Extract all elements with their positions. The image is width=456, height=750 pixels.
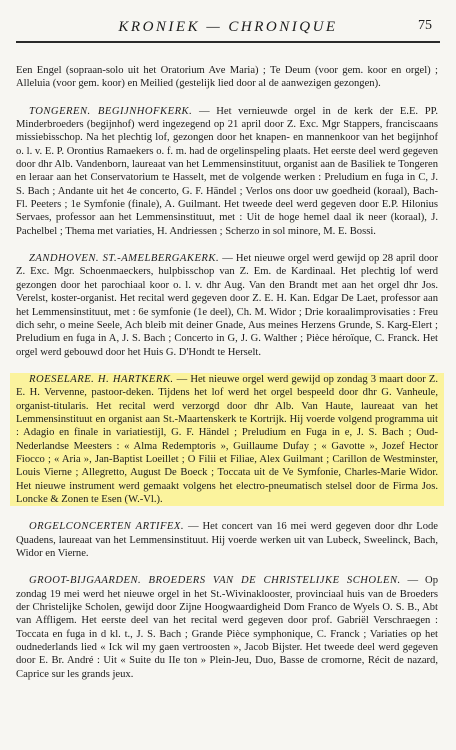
section-tongeren [16, 105, 438, 238]
section-title: ORGELCONCERTEN ARTIFEX. [29, 521, 185, 533]
page-header [0, 0, 456, 50]
section-text: Een Engel (sopraan-solo uit het Oratorium Ave Maria) ; Te Deum (voor gem. koor en orgel) ; Alleluia (voor gem. koor) en Meilied (gestelijk lied door al de aanwezigen gezongen). [16, 65, 438, 90]
section-text: — Het nieuwe orgel werd gewijd op 28 april door Z. Exc. Mgr. Schoenmaeckers, hulpbisschop van Z. Em. de Kardinaal. Het plechtig lof werd gezongen door het parochiaal koor o. l. v. dhr Aug. Van den Brandt met aan het orgel dhr Jos. Verelst, koster-organist. Het recital werd gegeven door Z. E. H. Kan. Edgar De Laet, professor aan het Lemmensinstituut, met : 6e symfonie (1e deel), Ch. M. Widor ; Drie koraalimprovisaties : Freu dich sehr, o meine Seele, Ach bleib mit deiner Gnade, Aus meines Herzens Grunde, S. Karg-Elert ; Preludium en fuga in A, J. S. Bach ; Concerto in G, J. G. Walther ; Pièce héroïque, C. Franck. Het orgel werd gebouwd door het Huis G. D'Hondt te Herselt. [16, 253, 438, 358]
section-title: GROOT-BIJGAARDEN. BROEDERS VAN DE CHRISTELIJKE SCHOLEN. [29, 575, 401, 587]
section-artifex [16, 520, 438, 560]
section-title: ROESELARE. H. HARTKERK. [29, 373, 174, 385]
page-number: 75 [418, 18, 432, 33]
running-title: KRONIEK — CHRONIQUE [118, 19, 338, 35]
section-title: ZANDHOVEN. ST.-AMELBERGAKERK. [29, 253, 220, 265]
section-zandhoven [16, 252, 438, 359]
article-body [16, 64, 438, 695]
section-groot-bijgaarden [16, 574, 438, 681]
section-text: — Het vernieuwde orgel in de kerk der E.E. PP. Minderbroeders (begijnhof) werd ingezegend op 21 april door Z. Exc. Mgr Stappers, franciscaans missiebisschop. Na het plechtig lof, gezongen door het knapen- en mannenkoor van het begijnhof o. l. v. E. P. Orontius Ramaekers o. f. m. had de orgelinspeling plaats. Het eerste deel werd gegeven door dhr Alb. Vandenborn, laureaat van het Lemmensinstituut, organist aan de Basiliek te Tongeren en leraar aan het Conservatorium te Hasselt, met de volgende werken : Preludium en fuga in C, J. S. Bach ; Andante uit het 4e concerto, G. F. Händel ; Verlos ons door uw goedheid (koraal), Bach-Fl. Peeters ; 1e Symfonie (finale), A. Guilmant. Het tweede deel werd gegeven door E.P. Hilonius Servaes, professor aan het Lemmensinstituut, met : Uit de hoge hemel daal ik neer (koraal), J. Pachelbel ; Thema met variaties, H. Andriessen ; Scherzo in sol minore, M. E. Bossi. [16, 105, 438, 237]
section-text: — Op zondag 19 mei werd het nieuwe orgel in het St.-Wivinaklooster, provinciaal huis van de Broeders der Christelijke Scholen, gewijd door Zijne Hoogwaardigheid Dom Franco de Wyels O. S. B., Abt van Affligem. Het eerste deel van het recital werd gegeven door prof. Gabriël Verschraegen : Toccata en fuga in d kl. t., J. S. Bach ; Grande Pièce symphonique, C. Franck ; Variaties op het oudnederlands lied « Ick wil my gaen vertroosten », Jacob Bijster. Het tweede deel werd gegeven door E. Br. André : Uit « Suite du IIe ton » Plein-Jeu, Duo, Basse de cromorne, Récit de nazard, Caprice sur les grands jeux. [16, 575, 438, 680]
section-text: — Het nieuwe orgel werd gewijd op zondag 3 maart door Z. E. H. Vervenne, pastoor-deken. Tijdens het lof werd het orgel bespeeld door dhr G. Vanheule, organist-titularis. Het recital werd verzorgd door dhr Alb. Van Haute, laureaat van het Lemmensinstituut en organist aan St.-Maartenskerk te Kortrijk. Hij voerde volgend programma uit : Adagio en finale in variatiestijl, G. F. Händel ; Preludium en Fuga in e, J. S. Bach ; Oud-Nederlandse Meesters : « Alma Redemptoris », Guillaume Dufay ; « Gavotte », Jozef Hector Fiocco ; « Aria », Jan-Baptist Loeillet ; O Filii et Filiae, Alex Guilmant ; Carillon de Westminster, Louis Vierne ; Allegretto, August De Boeck ; Toccata uit de Ve Symfonie, Charles-Marie Widor. Het nieuwe instrument werd gemaakt volgens het electro-pneumatisch stelsel door de Firma Jos. Loncke & Zonen te Esen (W.-Vl.). [16, 373, 438, 505]
section-intro [16, 64, 438, 91]
section-text: — Het concert van 16 mei werd gegeven door dhr Lode Quadens, laureaat van het Lemmensinstituut. Hij voerde werken uit van Lubeck, Sweelinck, Bach, Widor en Vierne. [16, 521, 438, 559]
section-title: TONGEREN. BEGIJNHOFKERK. [29, 105, 193, 117]
header-rule [16, 41, 440, 43]
section-roeselare-highlighted [10, 373, 444, 506]
